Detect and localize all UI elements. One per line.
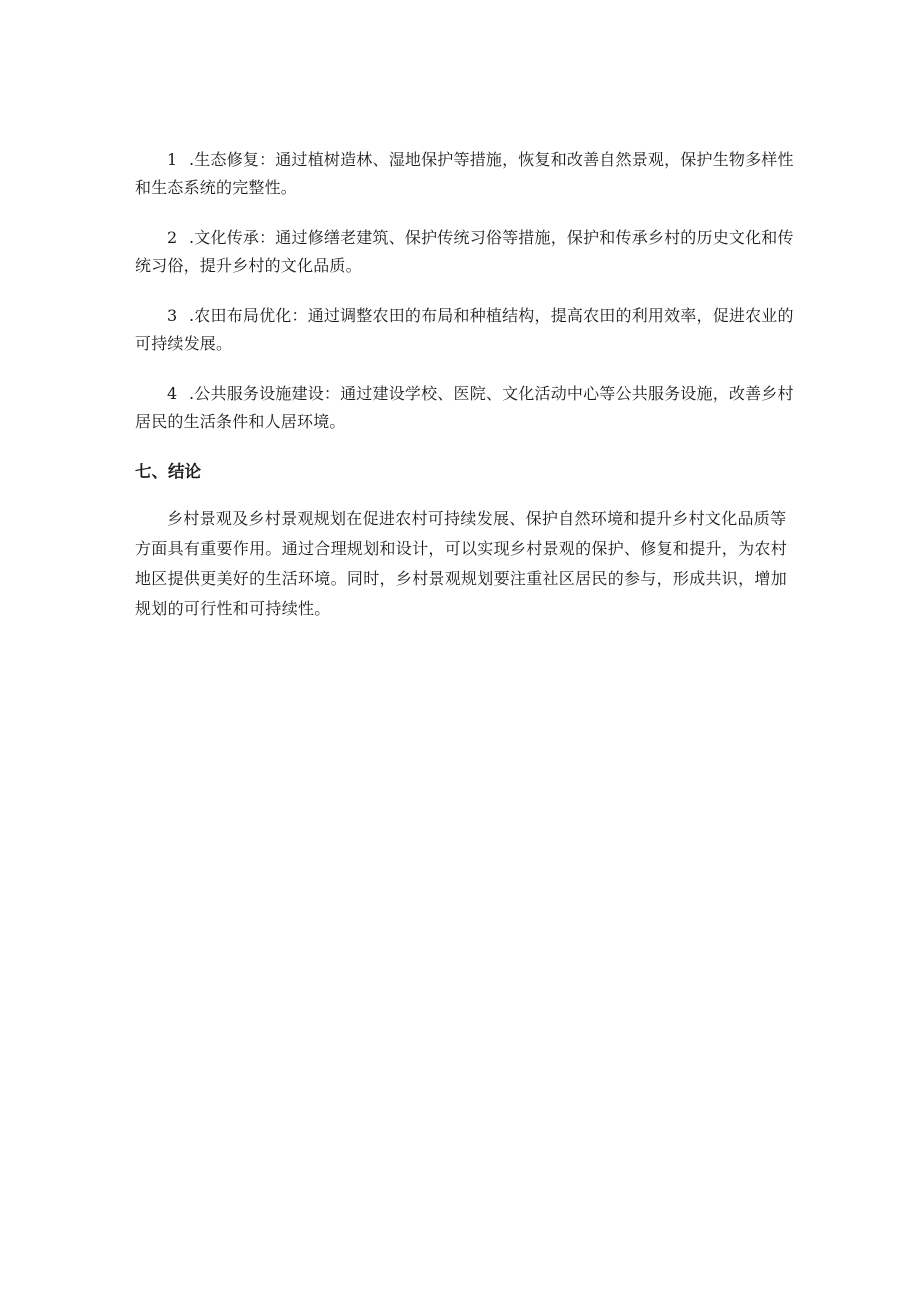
section-heading-conclusion: 七、结论 (135, 462, 201, 481)
list-item-number: 3 (167, 306, 178, 325)
list-item-number: 4 (167, 384, 178, 403)
document-body (135, 146, 795, 624)
list-item-text: 文化传承：通过修缮老建筑、保护传统习俗等措施，保护和传承乡村的历史文化和传统习俗，提升乡村的文化品质。 (135, 228, 794, 275)
list-item-farmland-layout (135, 302, 795, 358)
list-item-separator: . (189, 384, 195, 403)
list-item-cultural-heritage (135, 224, 795, 280)
list-item-separator: . (189, 306, 195, 325)
list-item-text: 公共服务设施建设：通过建设学校、医院、文化活动中心等公共服务设施，改善乡村居民的生活条件和人居环境。 (135, 384, 794, 431)
conclusion-paragraph: 乡村景观及乡村景观规划在促进农村可持续发展、保护自然环境和提升乡村文化品质等方面具有重要作用。通过合理规划和设计，可以实现乡村景观的保护、修复和提升，为农村地区提供更美好的生活环境。同时，乡村景观规划要注重社区居民的参与，形成共识，增加规划的可行性和可持续性。 (135, 509, 788, 618)
list-item-separator: . (189, 228, 195, 247)
list-item-ecological-restoration (135, 146, 795, 202)
list-item-public-facilities (135, 380, 795, 436)
list-item-text: 农田布局优化：通过调整农田的布局和种植结构，提高农田的利用效率，促进农业的可持续发展。 (135, 306, 794, 353)
list-item-number: 1 (167, 150, 178, 169)
list-item-number: 2 (167, 228, 178, 247)
list-item-separator: . (189, 150, 195, 169)
list-item-text: 生态修复：通过植树造林、湿地保护等措施，恢复和改善自然景观，保护生物多样性和生态系统的完整性。 (135, 150, 794, 197)
